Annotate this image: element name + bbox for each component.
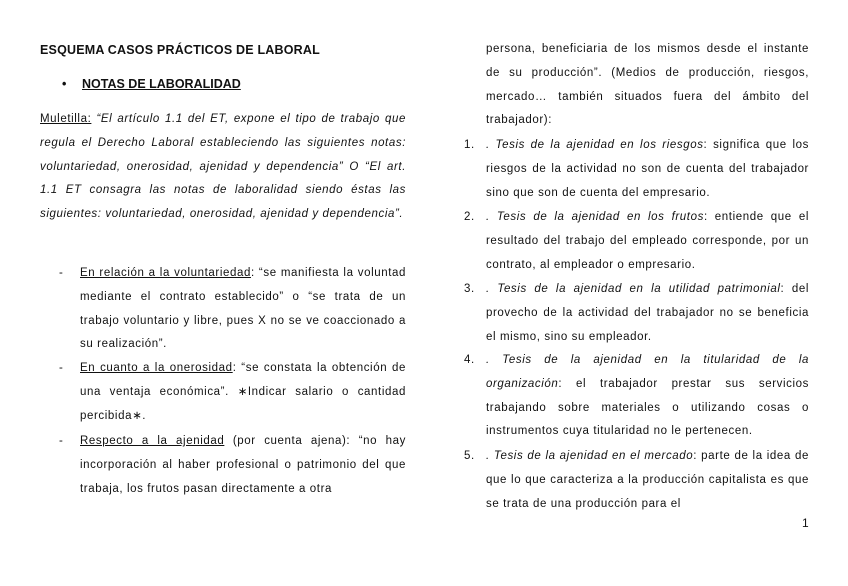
bullet-icon: • [62,77,67,91]
item-number: 4. [464,354,475,366]
continuation-paragraph: persona, beneficiaria de los mismos desde el instante de su producción”. (Medios de producción, riesgos, mercado… también situados fuera del ámbito del trabajador): [486,43,809,127]
item-number: 2. [464,211,475,223]
section-heading-text: NOTAS DE LABORALIDAD [82,77,241,91]
list-item-lead: Respecto a la ajenidad [80,435,225,447]
dash-marker: - [59,435,64,447]
item-number: 1. [464,139,475,151]
dash-marker: - [59,267,64,279]
list-item-text: (por cuenta ajena): “no hay incorporación al haber profesional o patrimonio del que trabaja, los frutos pasan directamente a otra [80,435,406,495]
item-number: 3. [464,283,475,295]
list-item-lead: En cuanto a la onerosidad [80,362,233,374]
numbered-item-lead: . Tesis de la ajenidad en la utilidad patrimonial [486,283,781,295]
list-item-text: : “se constata la obtención de una ventaja económica”. ∗Indicar salario o cantidad percibida∗. [80,362,406,422]
dash-marker: - [59,362,64,374]
list-item-lead: En relación a la voluntariedad [80,267,251,279]
numbered-item-text: : del provecho de la actividad del trabajador no se beneficia el mismo, sino su empleador. [486,283,810,343]
list-item [59,262,407,357]
numbered-item-lead: . Tesis de la ajenidad en el mercado [486,450,694,462]
numbered-item [464,349,809,444]
list-item-text: : “se manifiesta la voluntad mediante el contrato establecido” o “se trata de un trabajo voluntario y libre, pues X no se ve coaccionado a su realización”. [80,267,407,351]
list-item [59,430,406,501]
section-heading [62,77,241,91]
intro-paragraph [40,108,406,227]
numbered-item-text: : significa que los riesgos de la actividad no son de cuenta del trabajador sino que son de cuenta del empresario. [486,139,809,199]
numbered-item-text: : entiende que el resultado del trabajo del empleado corresponde, por un contrato, al empleador o empresario. [486,211,810,271]
numbered-item-text: : parte de la idea de que lo que caracteriza a la producción capitalista es que se trata de una producción para el [486,450,809,510]
numbered-item-lead: . Tesis de la ajenidad en los riesgos [486,139,704,151]
item-number: 5. [464,450,475,462]
numbered-item [464,206,810,277]
intro-text: “El artículo 1.1 del ET, expone el tipo de trabajo que regula el Derecho Laboral estableciendo las siguientes notas: voluntariedad, onerosidad, ajenidad y dependencia” O “El art. 1.1 ET consagra las notas de laboralidad siendo éstas las siguientes: voluntariedad, onerosidad, ajenidad y dependencia”. [40,113,406,221]
page-number: 1 [802,516,809,530]
numbered-item [464,278,810,349]
list-item [59,357,406,428]
numbered-item-text: : el trabajador prestar sus servicios trabajando sobre materiales o utilizando cosas o instrumentos cuya titularidad no le pertenecen. [486,377,809,438]
document-title: ESQUEMA CASOS PRÁCTICOS DE LABORAL [40,43,320,57]
numbered-item-lead: . Tesis de la ajenidad en los frutos [486,211,704,223]
numbered-item [464,445,809,516]
intro-lead: Muletilla: [40,113,92,125]
numbered-item [464,134,809,205]
numbered-item-lead: . Tesis de la ajenidad en la titularidad de la organización [486,354,809,390]
